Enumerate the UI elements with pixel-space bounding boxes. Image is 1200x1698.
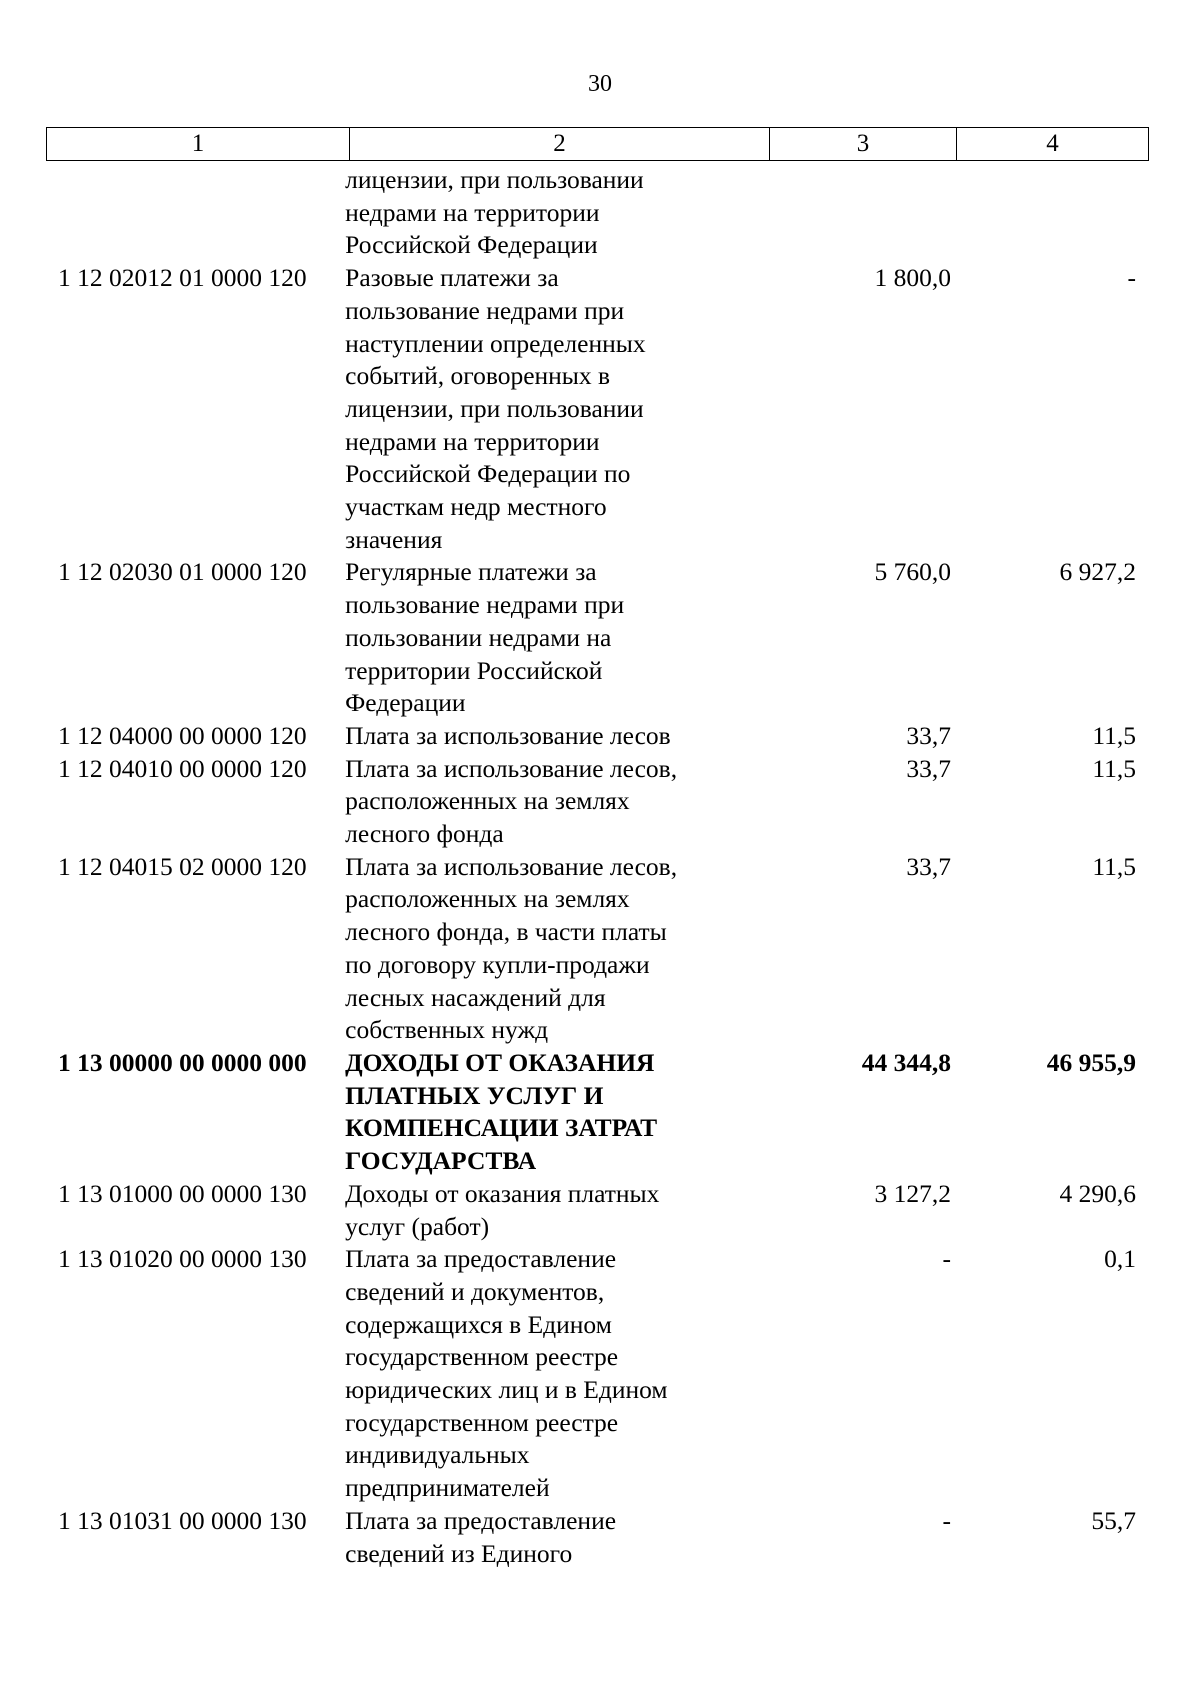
- description-line: сведений и документов,: [345, 1276, 605, 1306]
- description-line: услуг (работ): [345, 1211, 490, 1241]
- table-row: [46, 753, 1148, 851]
- description-line: расположенных на землях: [345, 786, 630, 816]
- row-value-col4: 6 927,2: [1059, 557, 1136, 587]
- table-row: [46, 556, 1148, 720]
- row-code: 1 12 02030 01 0000 120: [58, 557, 307, 587]
- description-line: ГОСУДАРСТВА: [345, 1146, 537, 1176]
- row-value-col4: [951, 164, 1148, 262]
- description-line: Плата за предоставление: [345, 1505, 617, 1535]
- row-description: [343, 262, 714, 556]
- row-value-col3: 5 760,0: [874, 557, 952, 587]
- table-header: [46, 127, 1149, 161]
- row-value-col3: 1 800,0: [874, 263, 952, 293]
- description-line: территории Российской: [345, 655, 603, 685]
- row-code: 1 13 01000 00 0000 130: [58, 1178, 307, 1208]
- description-line: ДОХОДЫ ОТ ОКАЗАНИЯ: [345, 1047, 655, 1077]
- row-value-col3: 33,7: [906, 753, 952, 783]
- row-value-col3: [714, 164, 951, 262]
- row-code: 1 12 04010 00 0000 120: [58, 753, 307, 783]
- description-line: Российской Федерации: [345, 230, 598, 260]
- row-value-col3: 33,7: [906, 851, 952, 881]
- description-line: недрами на территории: [345, 426, 600, 456]
- description-line: лицензии, при пользовании: [345, 165, 644, 194]
- row-value-col4: 46 955,9: [1046, 1047, 1136, 1077]
- description-line: лесных насаждений для: [345, 982, 606, 1012]
- description-line: государственном реестре: [345, 1407, 619, 1437]
- description-line: Плата за использование лесов,: [345, 851, 678, 881]
- row-value-col4: 11,5: [1092, 753, 1136, 783]
- table-body: [46, 164, 1148, 1570]
- description-line: собственных нужд: [345, 1015, 549, 1045]
- table-row: [46, 720, 1148, 753]
- row-description: [343, 556, 714, 720]
- row-value-col4: 0,1: [1104, 1244, 1136, 1274]
- row-value-col3: 44 344,8: [861, 1047, 952, 1077]
- row-value-col4: -: [1127, 263, 1136, 293]
- table-row: [46, 164, 1148, 262]
- header-row: [47, 128, 1149, 161]
- row-code: 1 13 01020 00 0000 130: [58, 1244, 307, 1274]
- description-line: предпринимателей: [345, 1473, 550, 1503]
- row-value-col3: -: [942, 1505, 952, 1535]
- row-value-col3: -: [942, 1244, 952, 1274]
- row-description: [343, 851, 714, 1047]
- row-value-col3: 33,7: [906, 720, 952, 750]
- row-description: [343, 1505, 714, 1570]
- table-row: [46, 1243, 1148, 1505]
- description-line: Плата за использование лесов: [345, 720, 671, 750]
- row-value-col3: 3 127,2: [874, 1178, 952, 1208]
- row-description: [343, 753, 714, 851]
- row-description: [343, 164, 714, 262]
- description-line: событий, оговоренных в: [345, 361, 611, 391]
- row-code: 1 12 02012 01 0000 120: [58, 263, 307, 293]
- row-value-col4: 11,5: [1092, 720, 1136, 750]
- row-description: [343, 720, 714, 753]
- table-row: [46, 1047, 1148, 1178]
- row-description: [343, 1178, 714, 1243]
- description-line: Российской Федерации по: [345, 459, 631, 489]
- row-code: 1 13 00000 00 0000 000: [58, 1047, 307, 1077]
- description-line: государственном реестре: [345, 1342, 619, 1372]
- description-line: пользование недрами при: [345, 590, 625, 620]
- description-line: Федерации: [345, 688, 466, 718]
- description-line: Регулярные платежи за: [345, 557, 597, 587]
- description-line: наступлении определенных: [345, 328, 646, 358]
- table-row: [46, 1505, 1148, 1570]
- description-line: пользовании недрами на: [345, 622, 612, 652]
- row-code: 1 12 04015 02 0000 120: [58, 851, 307, 881]
- description-line: лицензии, при пользовании: [345, 393, 644, 423]
- row-description: [343, 1047, 714, 1178]
- description-line: лесного фонда: [345, 819, 504, 849]
- header-cell-3: 3: [770, 128, 957, 161]
- header-cell-4: 4: [957, 128, 1149, 161]
- description-line: Разовые платежи за: [345, 263, 559, 293]
- header-cell-1: 1: [47, 128, 350, 161]
- description-line: индивидуальных: [345, 1440, 530, 1470]
- row-code: 1 13 01031 00 0000 130: [58, 1505, 307, 1535]
- description-line: пользование недрами при: [345, 295, 625, 325]
- table-row: [46, 851, 1148, 1047]
- table-row: [46, 1178, 1148, 1243]
- description-line: Плата за предоставление: [345, 1244, 617, 1274]
- description-line: юридических лиц и в Едином: [345, 1375, 668, 1405]
- row-value-col4: 55,7: [1091, 1505, 1136, 1535]
- row-description: [343, 1243, 714, 1505]
- description-line: расположенных на землях: [345, 884, 630, 914]
- description-line: недрами на территории: [345, 197, 600, 227]
- row-value-col4: 11,5: [1092, 851, 1136, 881]
- description-line: участкам недр местного: [345, 492, 607, 522]
- description-line: по договору купли-продажи: [345, 949, 650, 979]
- row-code: [46, 164, 343, 262]
- page-number: 30: [588, 71, 612, 97]
- table-row: [46, 262, 1148, 556]
- description-line: значения: [345, 524, 443, 554]
- description-line: Плата за использование лесов,: [345, 753, 678, 783]
- description-line: сведений из Единого: [345, 1538, 573, 1568]
- row-value-col4: 4 290,6: [1059, 1178, 1136, 1208]
- description-line: ПЛАТНЫХ УСЛУГ И: [345, 1080, 604, 1110]
- description-line: содержащихся в Едином: [345, 1309, 612, 1339]
- description-line: КОМПЕНСАЦИИ ЗАТРАТ: [345, 1113, 658, 1143]
- row-code: 1 12 04000 00 0000 120: [58, 720, 307, 750]
- header-cell-2: 2: [350, 128, 770, 161]
- description-line: лесного фонда, в части платы: [345, 917, 667, 947]
- description-line: Доходы от оказания платных: [345, 1178, 660, 1208]
